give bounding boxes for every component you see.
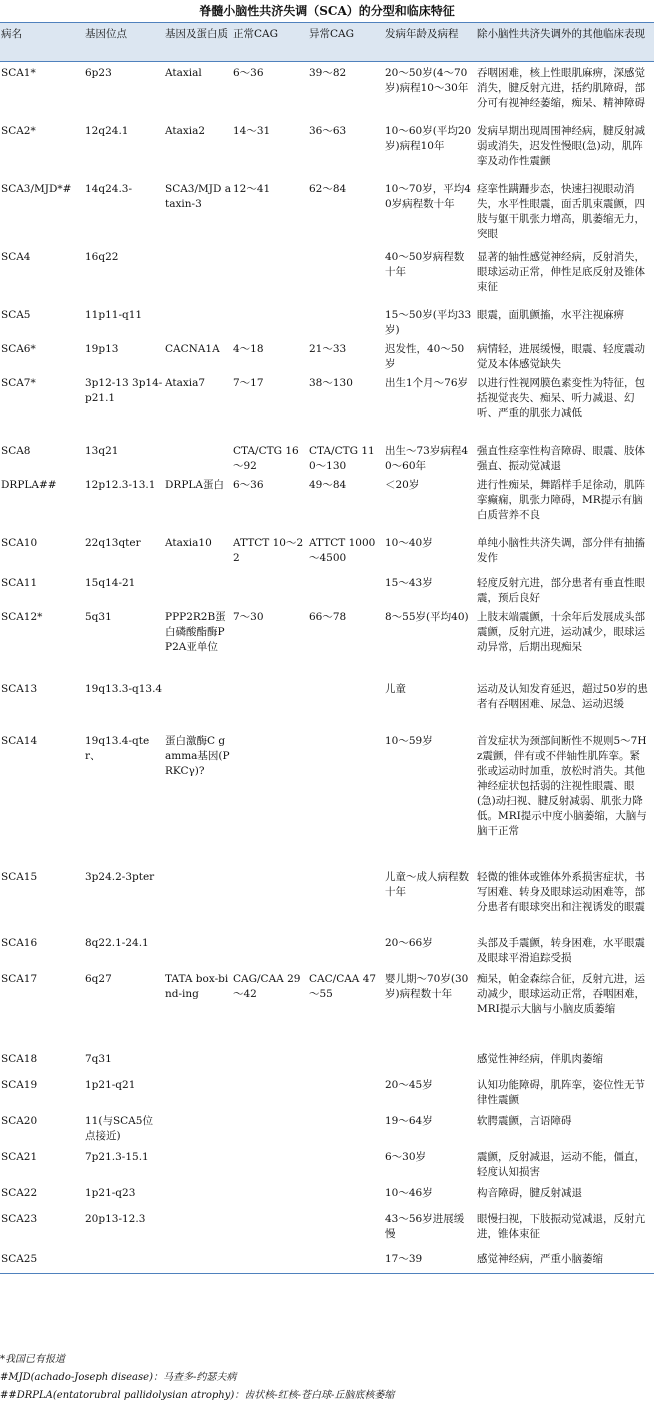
cell-disease: SCA16: [1, 936, 38, 949]
cell-gene: [164, 1110, 232, 1146]
cell-normal-cag: [232, 1182, 308, 1208]
cell-normal-cag: [232, 1048, 308, 1074]
cell-locus: 3p24.2-3pter: [85, 870, 155, 883]
cell-features: 痉挛性蹒跚步态，快速扫视眼动消失，水平性眼震，面舌肌束震颤，四肢与躯干肌张力增高，肌萎缩无力，突眼: [477, 182, 645, 240]
table-row: [0, 1074, 654, 1110]
cell-onset: 20～50岁(4～70岁)病程10～30年: [385, 67, 469, 94]
cell-abnormal-cag: [308, 246, 384, 304]
cell-gene: [164, 1248, 232, 1274]
cell-disease: SCA4: [1, 250, 31, 263]
cell-features: 吞咽困难，核上性眼肌麻痹，深感觉消失，腱反射亢进，括约肌障碍，部分可有视神经萎缩，痴呆、精神障碍: [477, 67, 645, 109]
cell-gene: [164, 1048, 232, 1074]
cell-gene: SCA3/MJD ataxin-3: [165, 182, 232, 210]
cell-locus: [84, 1248, 164, 1274]
cell-normal-cag: CAG/CAA 29～42: [233, 972, 301, 1000]
cell-normal-cag: 6～36: [233, 478, 264, 491]
cell-onset: 出生～73岁病程40～60年: [385, 444, 469, 472]
cell-disease: SCA15: [1, 870, 38, 883]
cell-disease: SCA2*: [1, 124, 36, 137]
cell-abnormal-cag: 36～63: [309, 124, 347, 137]
table-row: [0, 532, 654, 572]
cell-disease: SCA14: [1, 734, 38, 747]
cell-disease: SCA10: [1, 536, 38, 549]
cell-normal-cag: 14～31: [233, 124, 271, 137]
cell-disease: SCA22: [1, 1186, 38, 1199]
cell-locus: 7p21.3-15.1: [85, 1150, 149, 1163]
cell-normal-cag: [232, 932, 308, 968]
cell-gene: PPP2R2B蛋白磷酸酯酶PP2A亚单位: [165, 610, 226, 653]
cell-abnormal-cag: [308, 1182, 384, 1208]
cell-features: 眼震，面肌颤搐，水平注视麻痹: [477, 308, 624, 321]
cell-abnormal-cag: 62～84: [309, 182, 347, 195]
cell-locus: 8q22.1-24.1: [85, 936, 149, 949]
cell-onset: 8～55岁(平均40): [385, 610, 469, 623]
cell-gene: [164, 440, 232, 474]
cell-disease: SCA21: [1, 1150, 38, 1163]
cell-abnormal-cag: [308, 1248, 384, 1274]
footnote-drpla: ##DRPLA(entatorubral pallidolysian atrophy)：齿状核-红核-苍白球-丘脑底核萎缩: [0, 1390, 395, 1401]
cell-gene: [164, 932, 232, 968]
cell-features: 轻度反射亢进，部分患者有垂直性眼震，预后良好: [477, 576, 645, 604]
cell-features: 上肢末端震颤，十余年后发展成头部震颤，反射亢进，运动减少，眼球运动异常，后期出现痴呆: [477, 610, 645, 653]
cell-gene: CACNA1A: [165, 342, 220, 355]
cell-onset: 迟发性，40～50岁: [385, 342, 465, 370]
cell-normal-cag: ATTCT 10～22: [233, 536, 304, 564]
table-row: [0, 1110, 654, 1146]
cell-disease: SCA20: [1, 1114, 38, 1127]
table-row: [0, 968, 654, 1048]
cell-onset: 儿童: [385, 682, 406, 695]
cell-onset: 6～30岁: [385, 1150, 427, 1163]
cell-onset: 10～60岁(平均20岁)病程10年: [385, 124, 472, 152]
cell-disease: SCA25: [0, 1248, 84, 1274]
cell-locus: 12p12.3-13.1: [85, 478, 156, 491]
cell-abnormal-cag: 49～84: [309, 478, 347, 491]
cell-abnormal-cag: [308, 730, 384, 866]
cell-features: 运动及认知发育延迟，超过50岁的患者有吞咽困难、尿急、运动迟缓: [477, 682, 648, 710]
cell-disease: SCA23: [1, 1212, 38, 1225]
cell-normal-cag: 6～36: [233, 67, 264, 79]
cell-normal-cag: 12～41: [233, 182, 271, 195]
cell-locus: 7q31: [85, 1052, 112, 1065]
cell-abnormal-cag: [308, 866, 384, 932]
cell-gene: [164, 1182, 232, 1208]
cell-onset: 43～56岁进展缓慢: [385, 1212, 465, 1240]
footnote-mjd: #MJD(achado-Joseph disease)：马查多-约瑟夫病: [0, 1372, 237, 1383]
cell-locus: 20p13-12.3: [85, 1212, 146, 1225]
cell-gene: Ataxia10: [165, 536, 212, 549]
cell-features: 单纯小脑性共济失调，部分伴有抽搐发作: [477, 536, 645, 564]
cell-onset: 20～45岁: [385, 1078, 433, 1091]
cell-abnormal-cag: 66～78: [309, 610, 347, 623]
cell-onset: 出生1个月～76岁: [385, 376, 469, 389]
cell-locus: 6q27: [85, 972, 112, 985]
table-title: 脊髓小脑性共济失调（SCA）的分型和临床特征: [199, 4, 455, 18]
cell-locus: 11p11-q11: [85, 308, 143, 321]
cell-features: 震颤，反射减退，运动不能，僵直，轻度认知损害: [477, 1150, 645, 1178]
cell-features: 痴呆，帕金森综合征，反射亢进，运动减少，眼球运动正常，吞咽困难，MRI提示大脑与小脑皮质萎缩: [477, 972, 645, 1015]
cell-locus: 14q24.3-: [85, 182, 133, 195]
cell-abnormal-cag: CAC/CAA 47～55: [309, 972, 377, 1000]
header-row: [0, 23, 654, 62]
table-row: [0, 1146, 654, 1182]
table-row: [0, 304, 654, 338]
cell-abnormal-cag: [308, 1048, 384, 1074]
cell-gene: [164, 1208, 232, 1248]
cell-onset: 20～66岁: [385, 936, 433, 949]
cell-gene: Ataxial: [165, 67, 202, 79]
cell-normal-cag: 7～17: [233, 376, 264, 389]
cell-gene: TATA box-bind-ing: [165, 972, 229, 1000]
cell-normal-cag: [232, 866, 308, 932]
cell-abnormal-cag: [308, 304, 384, 338]
table-row: [0, 1208, 654, 1248]
cell-locus: 6p23: [85, 67, 112, 79]
cell-gene: [164, 572, 232, 606]
cell-locus: 22q13qter: [85, 536, 141, 549]
cell-abnormal-cag: [308, 1074, 384, 1110]
header-locus: 基因位点: [84, 23, 164, 62]
cell-disease: SCA3/MJD*#: [1, 182, 72, 195]
cell-disease: SCA1*: [1, 67, 36, 79]
cell-normal-cag: [232, 730, 308, 866]
cell-locus: 11(与SCA5位点接近): [85, 1114, 153, 1142]
cell-onset: [384, 1048, 476, 1074]
header-onset: 发病年龄及病程: [384, 23, 476, 62]
cell-abnormal-cag: [308, 678, 384, 730]
cell-gene: [164, 866, 232, 932]
cell-locus: 16q22: [85, 250, 119, 263]
cell-features: 头部及手震颤，转身困难，水平眼震及眼球平滑追踪受损: [477, 936, 645, 964]
table-row: [0, 730, 654, 866]
cell-normal-cag: [232, 304, 308, 338]
table-row: [0, 866, 654, 932]
cell-normal-cag: CTA/CTG 16～92: [233, 444, 299, 472]
cell-disease: SCA6*: [1, 342, 36, 355]
cell-abnormal-cag: CTA/CTG 110～130: [309, 444, 375, 472]
header-disease: 病名: [0, 23, 84, 62]
cell-abnormal-cag: [308, 1208, 384, 1248]
cell-abnormal-cag: 38～130: [309, 376, 353, 389]
table-row: [0, 178, 654, 246]
cell-disease: SCA17: [1, 972, 38, 985]
cell-onset: 19～64岁: [385, 1114, 433, 1127]
cell-gene: [164, 246, 232, 304]
cell-normal-cag: [232, 678, 308, 730]
cell-features: 软腭震颤，言语障碍: [477, 1114, 572, 1127]
cell-abnormal-cag: [308, 1110, 384, 1146]
cell-features: 进行性痴呆，舞蹈样手足徐动，肌阵挛癫痫，肌张力障碍，MR提示有脑白质营养不良: [477, 478, 645, 521]
cell-onset: 15～43岁: [385, 576, 433, 589]
sca-table: [0, 22, 654, 1274]
cell-normal-cag: [232, 246, 308, 304]
cell-normal-cag: [232, 1248, 308, 1274]
header-normal-cag: 正常CAG: [232, 23, 308, 62]
cell-normal-cag: 4～18: [233, 342, 264, 355]
table-row: [0, 246, 654, 304]
cell-onset: 10～70岁，平均40岁病程数十年: [385, 182, 471, 210]
cell-onset: 儿童～成人病程数十年: [385, 870, 469, 898]
cell-normal-cag: [232, 572, 308, 606]
table-row: [0, 1048, 654, 1074]
cell-disease: SCA12*: [1, 610, 43, 623]
cell-gene: [164, 1074, 232, 1110]
cell-features: 发病早期出现周围神经病，腱反射减弱或消失，迟发性慢眼(急)动，肌阵挛及动作性震颤: [477, 124, 645, 167]
cell-disease: SCA8: [1, 444, 31, 457]
cell-features: 以进行性视网膜色素变性为特征，包括视觉丧失、痴呆、听力减退、幻听、严重的肌张力减低: [477, 376, 645, 419]
cell-onset: 10～46岁: [385, 1186, 433, 1199]
table-row: [0, 372, 654, 440]
table-row: [0, 1182, 654, 1208]
cell-features: 眼慢扫视，下肢振动觉减退，反射亢进，锥体束征: [477, 1212, 645, 1240]
footnote-china: *我国已有报道: [0, 1354, 65, 1365]
cell-gene: Ataxia7: [165, 376, 206, 389]
cell-onset: 40～50岁病程数十年: [385, 250, 465, 278]
cell-normal-cag: [232, 1208, 308, 1248]
table-row: [0, 678, 654, 730]
cell-onset: ＜20岁: [385, 478, 420, 491]
table-row: [0, 440, 654, 474]
cell-gene: [164, 304, 232, 338]
table-row: [0, 932, 654, 968]
cell-onset: 10～40岁: [385, 536, 433, 549]
table-row: [0, 572, 654, 606]
cell-abnormal-cag: [308, 572, 384, 606]
cell-onset: 10～59岁: [385, 734, 433, 747]
cell-locus: 1p21-q23: [85, 1186, 136, 1199]
cell-features: 轻微的锥体或锥体外系损害症状，书写困难、转身及眼球运动困难等，部分患者有眼球突出和注视诱发的眼震: [477, 870, 645, 913]
header-gene-protein: 基因及蛋白质: [164, 23, 232, 62]
cell-features: 感觉神经病，严重小脑萎缩: [476, 1248, 654, 1274]
cell-onset: 15～50岁(平均33岁): [385, 308, 472, 336]
cell-normal-cag: [232, 1074, 308, 1110]
cell-features: 构音障碍，腱反射减退: [477, 1186, 582, 1199]
table-row: [0, 120, 654, 178]
cell-locus: 15q14-21: [85, 576, 136, 589]
cell-locus: 19q13.4-qter、: [85, 734, 150, 762]
cell-gene: [164, 678, 232, 730]
header-abnormal-cag: 异常CAG: [308, 23, 384, 62]
table-row: [0, 62, 654, 120]
cell-disease: SCA11: [1, 576, 38, 589]
cell-locus: 5q31: [85, 610, 112, 623]
cell-disease: SCA5: [1, 308, 31, 321]
cell-features: 感觉性神经病，伴肌肉萎缩: [477, 1052, 603, 1065]
cell-gene: 蛋白激酶C gamma基因(PRKCγ)?: [165, 734, 230, 777]
cell-abnormal-cag: 39～82: [309, 67, 347, 79]
cell-disease: SCA19: [1, 1078, 38, 1091]
cell-abnormal-cag: [308, 1146, 384, 1182]
cell-normal-cag: 7～30: [233, 610, 264, 623]
cell-disease: SCA7*: [1, 376, 36, 389]
cell-gene: [164, 1146, 232, 1182]
cell-onset: 17～39: [384, 1248, 476, 1274]
cell-features: 病情轻，进展缓慢，眼震、轻度震动觉及本体感觉缺失: [477, 342, 645, 370]
cell-gene: DRPLA蛋白: [165, 478, 224, 491]
cell-onset: 婴儿期～70岁(30岁)病程数十年: [385, 972, 469, 1000]
table-row: [0, 606, 654, 678]
cell-normal-cag: [232, 1110, 308, 1146]
cell-disease: SCA13: [1, 682, 38, 695]
cell-locus: 12q24.1: [85, 124, 129, 137]
cell-disease: SCA18: [1, 1052, 38, 1065]
cell-locus: 13q21: [85, 444, 119, 457]
cell-locus: 19q13.3-q13.4: [85, 682, 163, 695]
cell-features: 显著的轴性感觉神经病，反射消失，眼球运动正常，伸性足底反射及锥体束征: [477, 250, 645, 293]
cell-abnormal-cag: ATTCT 1000～4500: [309, 536, 376, 564]
cell-disease: DRPLA##: [1, 478, 57, 491]
cell-normal-cag: [232, 1146, 308, 1182]
cell-features: 认知功能障碍，肌阵挛，姿位性无节律性震颤: [477, 1078, 645, 1106]
table-row: [0, 338, 654, 372]
cell-features: 强直性痉挛性构音障碍、眼震、肢体强直、振动觉减退: [477, 444, 645, 472]
cell-locus: 1p21-q21: [85, 1078, 136, 1091]
table-row: [0, 1248, 654, 1274]
cell-features: 首发症状为颈部间断性不规则5～7Hz震颤，伴有或不伴轴性肌阵挛。紧张或运动时加重，放松时消失。其他神经症状包括弱的注视性眼震、眼(急)动扫视、腱反射减弱、肌张力降低。MRI提示中度小脑萎缩，大脑与脑干正常: [477, 734, 647, 837]
table-row: [0, 474, 654, 532]
cell-locus: 3p12-13 3p14-p21.1: [85, 376, 163, 404]
cell-abnormal-cag: 21～33: [309, 342, 347, 355]
cell-locus: 19p13: [85, 342, 119, 355]
cell-abnormal-cag: [308, 932, 384, 968]
cell-gene: Ataxia2: [165, 124, 206, 137]
header-features: 除小脑性共济失调外的其他临床表现: [476, 23, 654, 62]
